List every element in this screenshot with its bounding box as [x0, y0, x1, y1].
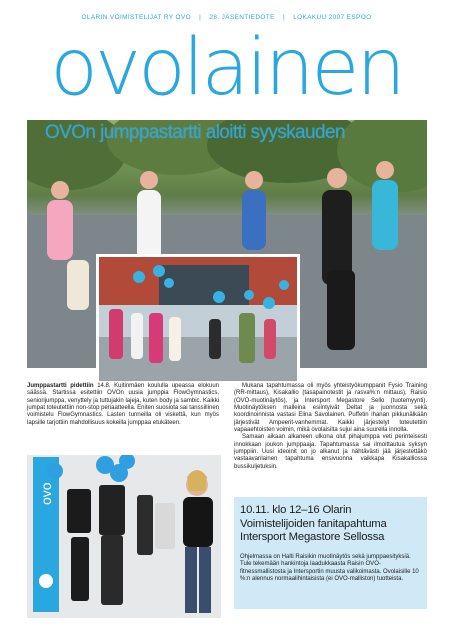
- article-column-left: [27, 383, 219, 427]
- article-paragraph: Samaan aikaan alkaneen ulkona olut pihajumppa veti perinteisesti innokkaan joukon jumppaaja. Tapahtumassa sai ilmoittautua syksyn jumppiin. Uusi ideoinit on jo alkanut ja nähtävästi jää järjestettäkö vastaavanlainen tapahtuma ensivuonna vaikkapa Kisakalliossa bussikuljetuksin.: [234, 434, 427, 470]
- issue-text: 28. JÄSENTIEDOTE: [209, 14, 275, 21]
- masthead-title: ovolainen: [50, 23, 403, 113]
- fashion-photo: [27, 455, 221, 618]
- article-paragraph: Mukana tapahtumassa oli myös yhteistyökumppanit Fysio Training (RR-mittaus), Kisakallio (tasapainotestit ja rasva%:n mittaus), Raisio (OVO-muotinäytös), ja Intersport Megastore Sello (tuotemyynti). Muotinäytöksen malleina esiintyivät Deltat ja juonnosta sekä koordinoinnista vastasi Elina Savolainen. Puffetin ihanan pikkunälkään järjestivät Ampeerit-vanhemmat. Kaikki järjestelyt toteutettiin vapaaehtoisten voimin, mikä ovolaisilta sujui aina suurella innolla.: [234, 383, 427, 434]
- event-promo-box: [234, 497, 427, 609]
- article-lead-text: 14.8. Kuitinmäen koululla upeassa elokuun säässä. Startissa esitettiin OVOn uusia jumppia FlowGymnastics, seniorijumppa, venyttely ja tuttujakin lajeja, kuten body ja sambic. Kaikki jumpat toteutettiin non-stop periaatteella. Eniten suosiota sai tanssillinen voimistelu FlowGymnastics. Lasten tunneilla oli viskettä, kun myös lapsille tarjottiin mahdollisuus kokeilla jumppaa etukäteen.: [27, 383, 220, 426]
- publisher-text: OLARIN VOIMISTELIJAT RY OVO: [81, 14, 191, 21]
- date-text: LOKAKUU 2007 ESPOO: [293, 14, 372, 21]
- separator: |: [282, 14, 286, 21]
- article-lead-bold: Jumppastartti pidettiin: [27, 383, 94, 389]
- article-column-right: [234, 383, 427, 471]
- inset-photo: [96, 254, 300, 384]
- event-promo-body: Ohjelmassa on Halti Raisikin muotinäytös sekä jumppaesityksiä. Tule tekemään hankintoja laadukkaasta Raisin OVO-fitnessmallistosta ja Intersportin muusta valikoimasta. Ovolaisille 10 %:n alennus normaalihintaisista (ei OVO-malliston) tuotteista.: [240, 554, 419, 583]
- hero-headline: OVOn jumppastartti aloitti syyskauden: [45, 122, 345, 143]
- separator: |: [199, 14, 202, 21]
- event-promo-title: 10.11. klo 12–16 Olarin Voimistelijoiden fanitapahtuma Intersport Megastore Sellossa: [240, 504, 387, 544]
- banner-ovo-text: ovo: [38, 482, 54, 505]
